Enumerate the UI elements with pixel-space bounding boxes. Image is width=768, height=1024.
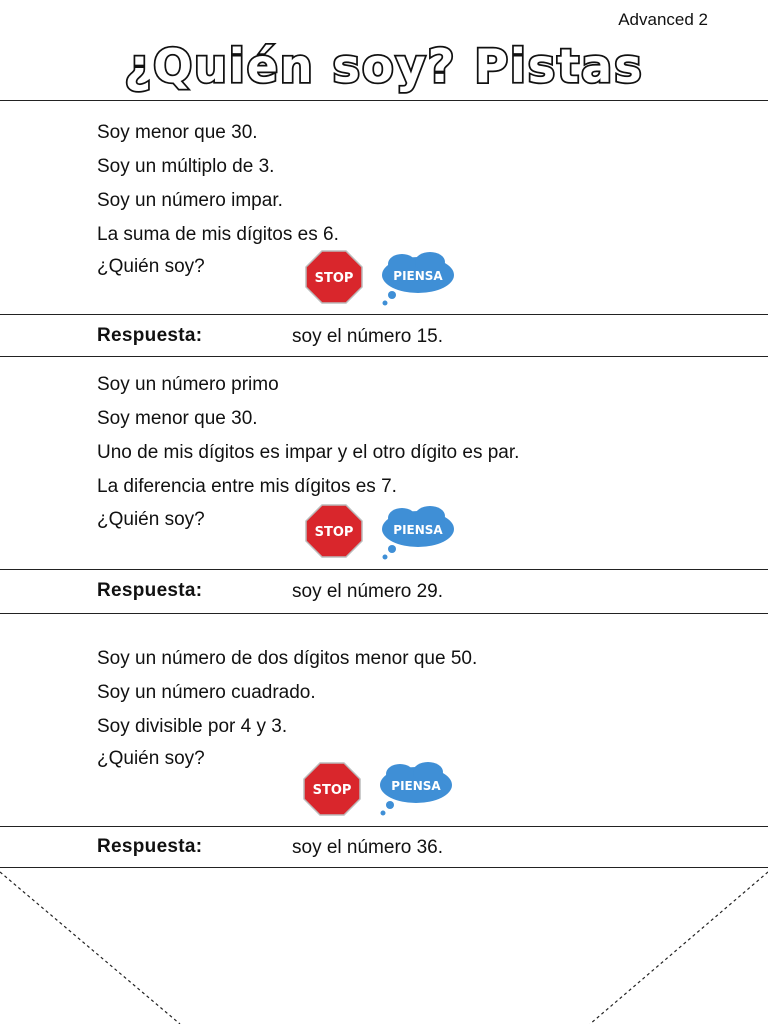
page-title-graphic: [0, 30, 768, 102]
clue: La suma de mis dígitos es 6.: [97, 224, 339, 245]
answer-label: Respuesta:: [97, 836, 203, 857]
answer-text: soy el número 29.: [292, 581, 444, 602]
think-cloud-icon: [378, 504, 458, 562]
divider: [0, 569, 768, 570]
clue: Soy un número impar.: [97, 190, 283, 211]
divider: [0, 613, 768, 614]
think-cloud-icon: [376, 760, 456, 818]
stop-sign-icon: [305, 504, 363, 558]
divider: [0, 314, 768, 315]
answer-text: soy el número 15.: [292, 326, 444, 347]
answer-label: Respuesta:: [97, 580, 203, 601]
stop-sign-icon: [305, 250, 363, 304]
stop-label: STOP: [314, 271, 354, 286]
question: ¿Quién soy?: [97, 509, 205, 530]
divider: [0, 826, 768, 827]
clue: Uno de mis dígitos es impar y el otro dígito es par.: [97, 442, 520, 463]
level-label: Advanced 2: [618, 10, 708, 29]
divider: [0, 100, 768, 101]
answer-text: soy el número 36.: [292, 837, 444, 858]
clue-list-1: [97, 122, 339, 258]
clue: Soy un número de dos dígitos menor que 50.: [97, 648, 478, 669]
fold-line-right: [590, 872, 768, 1024]
clue: Soy un número cuadrado.: [97, 682, 316, 703]
clue: Soy un múltiplo de 3.: [97, 156, 275, 177]
stop-label: STOP: [314, 525, 354, 540]
answer-label: Respuesta:: [97, 325, 203, 346]
clue-list-3: [97, 648, 477, 750]
divider: [0, 356, 768, 357]
question: ¿Quién soy?: [97, 748, 205, 769]
clue: Soy divisible por 4 y 3.: [97, 716, 288, 737]
clue: Soy menor que 30.: [97, 408, 258, 429]
question: ¿Quién soy?: [97, 256, 205, 277]
page-title: ¿Quién soy? Pistas: [124, 39, 644, 93]
clue: La diferencia entre mis dígitos es 7.: [97, 476, 397, 497]
think-label: PIENSA: [393, 269, 443, 283]
stop-sign-icon: [303, 762, 361, 816]
think-label: PIENSA: [391, 779, 441, 793]
clue-list-2: [97, 374, 519, 510]
think-cloud-icon: [378, 250, 458, 308]
clue: Soy un número primo: [97, 374, 279, 395]
fold-line-left: [0, 872, 180, 1024]
fold-lines: [0, 868, 768, 1024]
clue: Soy menor que 30.: [97, 122, 258, 143]
think-label: PIENSA: [393, 523, 443, 537]
stop-label: STOP: [312, 783, 352, 798]
